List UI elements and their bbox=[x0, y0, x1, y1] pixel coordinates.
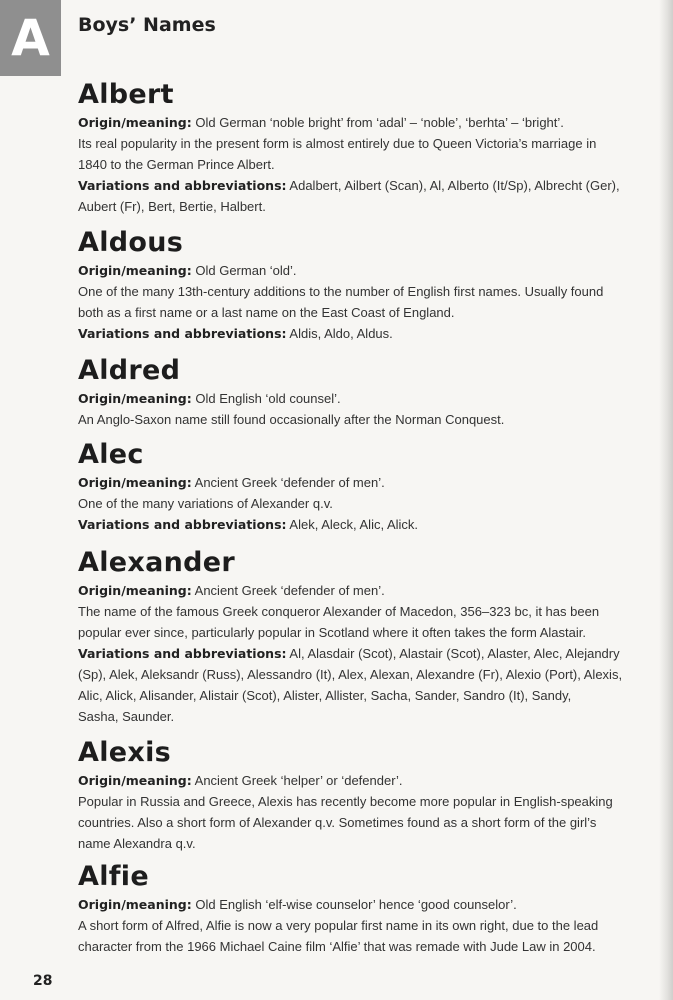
origin-text: Old German ‘noble bright’ from ‘adal’ – ‘noble’, ‘berhta’ – ‘bright’. bbox=[195, 115, 564, 130]
description-line: Its real popularity in the present form is almost entirely due to Queen Victoria’s marriage in bbox=[78, 136, 597, 151]
origin-text: Ancient Greek ‘defender of men’. bbox=[194, 583, 385, 598]
entry-albert bbox=[78, 80, 633, 228]
page-number: 28 bbox=[33, 973, 53, 989]
description-line: One of the many 13th-century additions to the number of English first names. Usually found bbox=[78, 284, 604, 299]
entry-name: Alfie bbox=[78, 861, 149, 892]
entry-name: Albert bbox=[78, 79, 174, 110]
origin-line bbox=[78, 894, 633, 915]
origin-text: Old English ‘old counsel’. bbox=[195, 391, 341, 406]
origin-text: Ancient Greek ‘helper’ or ‘defender’. bbox=[194, 773, 403, 788]
variations-line: Aubert (Fr), Bert, Bertie, Halbert. bbox=[78, 199, 266, 214]
entry-alexis bbox=[78, 738, 633, 862]
description-line: character from the 1966 Michael Caine film ‘Alfie’ that was remade with Jude Law in 2004. bbox=[78, 939, 596, 954]
letter-tab: A bbox=[0, 0, 61, 76]
origin-label: Origin/meaning: bbox=[78, 897, 192, 912]
origin-line bbox=[78, 112, 633, 133]
description-line: both as a first name or a last name on the East Coast of England. bbox=[78, 305, 455, 320]
entry-name: Aldred bbox=[78, 355, 181, 386]
entry-aldred bbox=[78, 356, 633, 440]
variations-line bbox=[78, 175, 633, 196]
entry-aldous bbox=[78, 228, 633, 356]
origin-label: Origin/meaning: bbox=[78, 583, 192, 598]
variations-label: Variations and abbreviations: bbox=[78, 646, 287, 661]
description-line: A short form of Alfred, Alfie is now a very popular first name in its own right, due to the lead bbox=[78, 918, 599, 933]
entry-name: Alexander bbox=[78, 547, 235, 578]
variations-line: Alic, Alick, Alisander, Alistair (Scot), Alister, Allister, Sacha, Sander, Sandro (It), Sandy, bbox=[78, 688, 572, 703]
variations-line bbox=[78, 643, 633, 664]
origin-line bbox=[78, 260, 633, 281]
description-line: popular ever since, particularly popular in Scotland where it often takes the form Alastair. bbox=[78, 625, 586, 640]
origin-text: Old English ‘elf-wise counselor’ hence ‘good counselor’. bbox=[195, 897, 517, 912]
origin-label: Origin/meaning: bbox=[78, 773, 192, 788]
variations-line: Sasha, Saunder. bbox=[78, 709, 175, 724]
entry-alexander bbox=[78, 548, 633, 738]
origin-label: Origin/meaning: bbox=[78, 475, 192, 490]
variations-line bbox=[78, 514, 633, 535]
variations-text: Aldis, Aldo, Aldus. bbox=[289, 326, 393, 341]
origin-text: Old German ‘old’. bbox=[195, 263, 297, 278]
variations-line: (Sp), Alek, Aleksandr (Russ), Alessandro (It), Alex, Alexan, Alexandre (Fr), Alexio (Port), Alexis, bbox=[78, 667, 623, 682]
description-line: One of the many variations of Alexander q.v. bbox=[78, 496, 333, 511]
origin-line bbox=[78, 472, 633, 493]
description-line: The name of the famous Greek conqueror Alexander of Macedon, 356–323 bc, it has been bbox=[78, 604, 600, 619]
origin-text: Ancient Greek ‘defender of men’. bbox=[194, 475, 385, 490]
description-line: An Anglo-Saxon name still found occasionally after the Norman Conquest. bbox=[78, 412, 505, 427]
origin-line bbox=[78, 580, 633, 601]
entry-name: Aldous bbox=[78, 227, 184, 258]
variations-text: Al, Alasdair (Scot), Alastair (Scot), Alaster, Alec, Alejandry bbox=[289, 646, 620, 661]
origin-line bbox=[78, 770, 633, 791]
entry-alec bbox=[78, 440, 633, 548]
section-title: Boys’ Names bbox=[78, 14, 216, 36]
variations-label: Variations and abbreviations: bbox=[78, 178, 287, 193]
origin-label: Origin/meaning: bbox=[78, 391, 192, 406]
variations-label: Variations and abbreviations: bbox=[78, 326, 287, 341]
entry-alfie bbox=[78, 862, 633, 952]
description-line: 1840 to the German Prince Albert. bbox=[78, 157, 275, 172]
variations-text: Adalbert, Ailbert (Scan), Al, Alberto (It/Sp), Albrecht (Ger), bbox=[289, 178, 620, 193]
page-edge bbox=[659, 0, 673, 1000]
variations-label: Variations and abbreviations: bbox=[78, 517, 287, 532]
entry-name: Alexis bbox=[78, 737, 172, 768]
variations-text: Alek, Aleck, Alic, Alick. bbox=[289, 517, 419, 532]
origin-label: Origin/meaning: bbox=[78, 263, 192, 278]
description-line: countries. Also a short form of Alexander q.v. Sometimes found as a short form of the girl’s bbox=[78, 815, 597, 830]
origin-line bbox=[78, 388, 633, 409]
description-line: Popular in Russia and Greece, Alexis has recently become more popular in English-speaking bbox=[78, 794, 613, 809]
name-entries bbox=[78, 80, 633, 952]
entry-name: Alec bbox=[78, 439, 144, 470]
variations-line bbox=[78, 323, 633, 344]
description-line: name Alexandra q.v. bbox=[78, 836, 196, 851]
origin-label: Origin/meaning: bbox=[78, 115, 192, 130]
